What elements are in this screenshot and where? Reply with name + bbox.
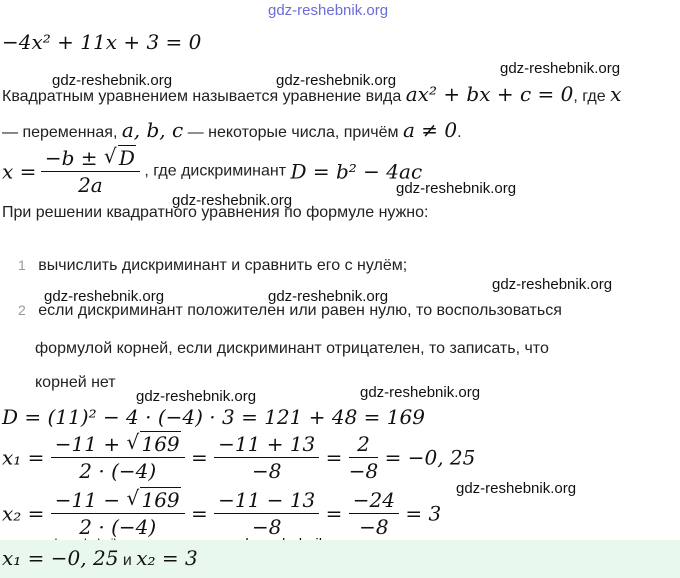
watermark: gdz-reshebnik.org [396,180,517,197]
x2-fraction-3: $\frac{-24}{-8}$ [349,488,399,539]
definition-text: — некоторые числа, причём [187,124,399,141]
fraction-denominator: 2a [78,173,103,197]
definition-coefficients: a, b, c [121,118,184,142]
watermark: gdz-reshebnik.org [268,2,389,19]
root-formula-text: , где дискриминант [144,162,287,180]
sqrt: √ 169 [126,486,180,512]
x1-fraction-3: $\frac{2}{-8}$ [348,432,379,483]
step-number: 1 [18,257,26,273]
root-formula-lhs: x = [2,159,37,184]
x2-calculation: x₂ = −11 − √ 169 2 · (−4) = $\frac{-11 - 13}{-8}$ = $\frac{-24}{-8}$ = 3 [2,486,442,539]
watermark: gdz-reshebnik.org [44,288,165,305]
answer-conjunction: и [122,552,132,569]
watermark: gdz-reshebnik.org [276,72,397,89]
watermark: gdz-reshebnik.org [52,72,173,89]
watermark: gdz-reshebnik.org [136,388,257,405]
fraction-numerator: −b ± [44,146,98,170]
answer-line [2,546,198,570]
sqrt: √ D [103,144,135,170]
step-2-line-2: формулой корней, если дискриминант отрицателен, то записать, что [35,340,549,357]
definition-text: , где [573,88,606,105]
definition-text: — переменная, [2,124,118,141]
step-2-line-3: корней нет [35,374,116,391]
step-2 [18,302,562,320]
definition-variable: x [610,82,622,106]
sqrt: √ 169 [126,430,180,456]
problem-equation: −4x² + 11x + 3 = 0 [2,30,202,54]
x1-fraction-2: $\frac{-11 + 13}{-8}$ [214,432,319,483]
watermark: gdz-reshebnik.org [456,480,577,497]
definition-line-2 [2,118,462,142]
step-text: вычислить дискриминант и сравнить его с нулём; [38,257,408,274]
x1-result: = −0, 25 [384,445,476,470]
x2-result: = 3 [405,501,442,526]
step-text: если дискриминант положителен или равен нулю, то воспользоваться [38,302,562,319]
answer-x2: x₂ = 3 [136,546,198,570]
watermark: gdz-reshebnik.org [492,276,613,293]
x1-lhs: x₁ = [2,445,45,470]
discriminant-calculation: D = (11)² − 4 · (−4) · 3 = 121 + 48 = 169 [2,405,425,429]
x2-lhs: x₂ = [2,501,45,526]
watermark: gdz-reshebnik.org [268,288,389,305]
step-1 [18,257,407,275]
x1-fraction-1: −11 + √ 169 2 · (−4) [51,432,185,483]
definition-formula: ax² + bx + c = 0 [405,82,574,106]
x2-fraction-2: $\frac{-11 - 13}{-8}$ [214,488,319,539]
definition-condition: a ≠ 0 [402,118,458,142]
x1-calculation: x₁ = −11 + √ 169 2 · (−4) = $\frac{-11 + 13}{-8}$ = $\frac{2}{-8}$ = −0, 25 [2,430,476,483]
definition-text: Квадратным уравнением называется уравнение вида [2,88,402,105]
procedure-heading: При решении квадратного уравнения по формуле нужно: [2,204,429,221]
root-formula-line [2,146,422,197]
step-number: 2 [18,302,26,318]
watermark: gdz-reshebnik.org [360,384,481,401]
watermark: gdz-reshebnik.org [172,192,293,209]
x2-fraction-1: −11 − √ 169 2 · (−4) [51,488,185,539]
definition-line-1 [2,82,621,106]
discriminant-formula: D = b² − 4ac [290,159,423,184]
answer-x1: x₁ = −0, 25 [2,546,119,570]
root-formula-fraction [41,146,140,197]
watermark: gdz-reshebnik.org [500,60,621,77]
definition-text: . [457,124,462,141]
